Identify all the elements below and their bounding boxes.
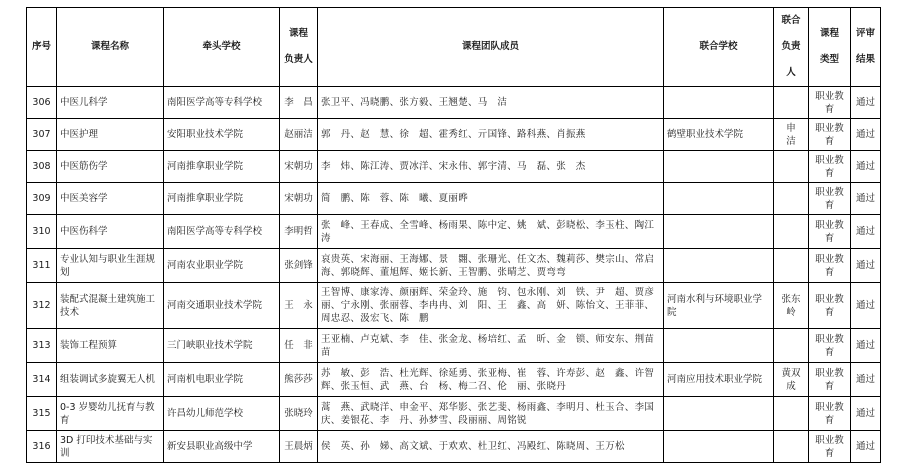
cell-leader: 赵丽洁 <box>280 119 318 151</box>
cell-course-name: 专业认知与职业生涯规划 <box>57 249 164 283</box>
table-row <box>27 87 881 119</box>
header-course-name: 课程名称 <box>57 8 164 87</box>
cell-partner-leader: 黄双成 <box>774 363 809 397</box>
course-table <box>26 7 881 463</box>
cell-team: 张卫平、冯晓鹏、张方毅、王翘楚、马 洁 <box>318 87 664 119</box>
cell-partner-leader <box>774 329 809 363</box>
cell-type: 职业教育 <box>809 329 851 363</box>
cell-type: 职业教育 <box>809 397 851 431</box>
cell-partner-school <box>664 397 774 431</box>
cell-lead-school: 河南农业职业学院 <box>164 249 280 283</box>
cell-leader: 张晓玲 <box>280 397 318 431</box>
header-result-bottom: 结果 <box>855 54 875 65</box>
cell-type: 职业教育 <box>809 87 851 119</box>
table-row <box>27 329 881 363</box>
cell-result: 通过 <box>851 119 881 151</box>
cell-seq: 306 <box>27 87 57 119</box>
cell-course-name: 3D 打印技术基础与实训 <box>57 431 164 463</box>
cell-partner-school: 鹤壁职业技术学院 <box>664 119 774 151</box>
cell-seq: 313 <box>27 329 57 363</box>
cell-partner-school <box>664 151 774 183</box>
cell-partner-leader: 张东岭 <box>774 283 809 329</box>
header-leader-bottom: 负责人 <box>284 54 313 65</box>
header-type-top: 课程 <box>819 28 839 39</box>
cell-partner-leader: 申 洁 <box>774 119 809 151</box>
cell-lead-school: 河南交通职业技术学院 <box>164 283 280 329</box>
header-result-top: 评审 <box>855 28 875 39</box>
cell-lead-school: 河南推拿职业学院 <box>164 183 280 215</box>
cell-leader: 宋朝功 <box>280 183 318 215</box>
cell-partner-school: 河南水利与环境职业学院 <box>664 283 774 329</box>
cell-leader: 李明哲 <box>280 215 318 249</box>
cell-partner-school: 河南应用技术职业学院 <box>664 363 774 397</box>
cell-result: 通过 <box>851 151 881 183</box>
cell-course-name: 中医美容学 <box>57 183 164 215</box>
cell-team: 哀贵英、宋海丽、王海娜、景 翾、张珊光、任文杰、魏莉莎、樊宗山、常启海、郭晓辉、董旭辉、姬长新、王智鹏、张晴芝、贾弯弯 <box>318 249 664 283</box>
cell-partner-leader <box>774 183 809 215</box>
cell-leader: 任 非 <box>280 329 318 363</box>
cell-result: 通过 <box>851 215 881 249</box>
cell-type: 职业教育 <box>809 183 851 215</box>
cell-partner-leader <box>774 151 809 183</box>
cell-type: 职业教育 <box>809 215 851 249</box>
table-header <box>27 8 881 87</box>
cell-leader: 宋朝功 <box>280 151 318 183</box>
cell-team: 蒿 燕、武晓洋、申金平、郑华影、张艺斐、杨雨鑫、李明月、杜玉合、李国庆、姜银花、李 丹、孙梦雪、段丽丽、周铭锐 <box>318 397 664 431</box>
table-row <box>27 215 881 249</box>
table-row <box>27 151 881 183</box>
cell-team: 王亚楠、卢克斌、李 佳、张金龙、杨培红、孟 昕、金 锁、师安东、荆苗苗 <box>318 329 664 363</box>
cell-course-name: 中医筋伤学 <box>57 151 164 183</box>
cell-team: 李 炜、陈江涛、贾冰洋、宋永伟、郭宇清、马 磊、张 杰 <box>318 151 664 183</box>
cell-course-name: 中医护理 <box>57 119 164 151</box>
cell-leader: 李 昌 <box>280 87 318 119</box>
cell-result: 通过 <box>851 329 881 363</box>
cell-seq: 315 <box>27 397 57 431</box>
cell-course-name: 中医儿科学 <box>57 87 164 119</box>
cell-lead-school: 安阳职业技术学院 <box>164 119 280 151</box>
table-body <box>27 87 881 463</box>
header-team: 课程团队成员 <box>318 8 664 87</box>
cell-type: 职业教育 <box>809 151 851 183</box>
cell-seq: 308 <box>27 151 57 183</box>
cell-result: 通过 <box>851 363 881 397</box>
cell-partner-leader <box>774 249 809 283</box>
cell-team: 简 鹏、陈 蓉、陈 曦、夏丽晔 <box>318 183 664 215</box>
cell-partner-leader <box>774 87 809 119</box>
cell-seq: 314 <box>27 363 57 397</box>
cell-result: 通过 <box>851 283 881 329</box>
cell-lead-school: 许昌幼儿师范学校 <box>164 397 280 431</box>
cell-lead-school: 河南机电职业学院 <box>164 363 280 397</box>
table-row <box>27 363 881 397</box>
header-partner-leader-top: 联合 <box>781 15 801 26</box>
cell-result: 通过 <box>851 397 881 431</box>
cell-course-name: 0-3 岁婴幼儿抚育与教育 <box>57 397 164 431</box>
header-type <box>809 8 851 87</box>
cell-course-name: 组装调试多旋翼无人机 <box>57 363 164 397</box>
cell-seq: 311 <box>27 249 57 283</box>
header-partner-school: 联合学校 <box>664 8 774 87</box>
cell-lead-school: 南阳医学高等专科学校 <box>164 215 280 249</box>
cell-result: 通过 <box>851 87 881 119</box>
cell-type: 职业教育 <box>809 249 851 283</box>
header-result <box>851 8 881 87</box>
cell-partner-leader <box>774 397 809 431</box>
table-row <box>27 397 881 431</box>
cell-team: 张 峰、王春成、全雪峰、杨雨果、陈中定、姚 斌、彭晓松、李玉柱、陶江涛 <box>318 215 664 249</box>
cell-seq: 307 <box>27 119 57 151</box>
cell-partner-school <box>664 87 774 119</box>
cell-seq: 309 <box>27 183 57 215</box>
cell-leader: 熊莎莎 <box>280 363 318 397</box>
table-row <box>27 183 881 215</box>
header-lead-school: 牵头学校 <box>164 8 280 87</box>
cell-partner-school <box>664 183 774 215</box>
header-row <box>27 8 881 87</box>
cell-partner-leader <box>774 431 809 463</box>
cell-team: 侯 英、孙 娣、高文斌、于欢欢、杜卫红、冯殿红、陈晓周、王万松 <box>318 431 664 463</box>
cell-seq: 312 <box>27 283 57 329</box>
cell-partner-school <box>664 329 774 363</box>
cell-course-name: 装饰工程预算 <box>57 329 164 363</box>
cell-leader: 王 永 <box>280 283 318 329</box>
header-partner-leader-bottom: 负责人 <box>781 41 801 78</box>
header-leader-top: 课程 <box>288 28 308 39</box>
cell-seq: 316 <box>27 431 57 463</box>
cell-lead-school: 南阳医学高等专科学校 <box>164 87 280 119</box>
cell-partner-leader <box>774 215 809 249</box>
cell-team: 王智博、康家涛、颜丽辉、荣金玲、施 钧、包永刚、刘 铁、尹 超、贾彦丽、宁永刚、张丽蓉、李冉冉、刘 阳、王 鑫、高 妍、陈怡文、王菲菲、周忠忍、汲宏飞、陈 鹏 <box>318 283 664 329</box>
cell-partner-school <box>664 431 774 463</box>
cell-result: 通过 <box>851 183 881 215</box>
cell-partner-school <box>664 215 774 249</box>
cell-type: 职业教育 <box>809 431 851 463</box>
header-leader <box>280 8 318 87</box>
header-partner-leader <box>774 8 809 87</box>
cell-leader: 王晨炳 <box>280 431 318 463</box>
cell-course-name: 中医伤科学 <box>57 215 164 249</box>
cell-type: 职业教育 <box>809 363 851 397</box>
cell-result: 通过 <box>851 249 881 283</box>
cell-leader: 张剑锋 <box>280 249 318 283</box>
cell-team: 郭 丹、赵 慧、徐 超、霍秀红、亓国锋、路科燕、肖振燕 <box>318 119 664 151</box>
table-row <box>27 119 881 151</box>
cell-partner-school <box>664 249 774 283</box>
cell-type: 职业教育 <box>809 283 851 329</box>
table-row <box>27 283 881 329</box>
cell-course-name: 装配式混凝土建筑施工技术 <box>57 283 164 329</box>
cell-seq: 310 <box>27 215 57 249</box>
cell-lead-school: 新安县职业高级中学 <box>164 431 280 463</box>
cell-result: 通过 <box>851 431 881 463</box>
header-seq: 序号 <box>27 8 57 87</box>
table-row <box>27 431 881 463</box>
cell-lead-school: 三门峡职业技术学院 <box>164 329 280 363</box>
table-row <box>27 249 881 283</box>
cell-lead-school: 河南推拿职业学院 <box>164 151 280 183</box>
cell-team: 苏 敏、彭 浩、杜光辉、徐延勇、张亚梅、崔 蓉、许寿彭、赵 鑫、许智辉、张玉恒、武 燕、台 杨、梅二召、伦 丽、张晓丹 <box>318 363 664 397</box>
cell-type: 职业教育 <box>809 119 851 151</box>
document-page <box>26 7 880 463</box>
header-type-bottom: 类型 <box>819 54 839 65</box>
